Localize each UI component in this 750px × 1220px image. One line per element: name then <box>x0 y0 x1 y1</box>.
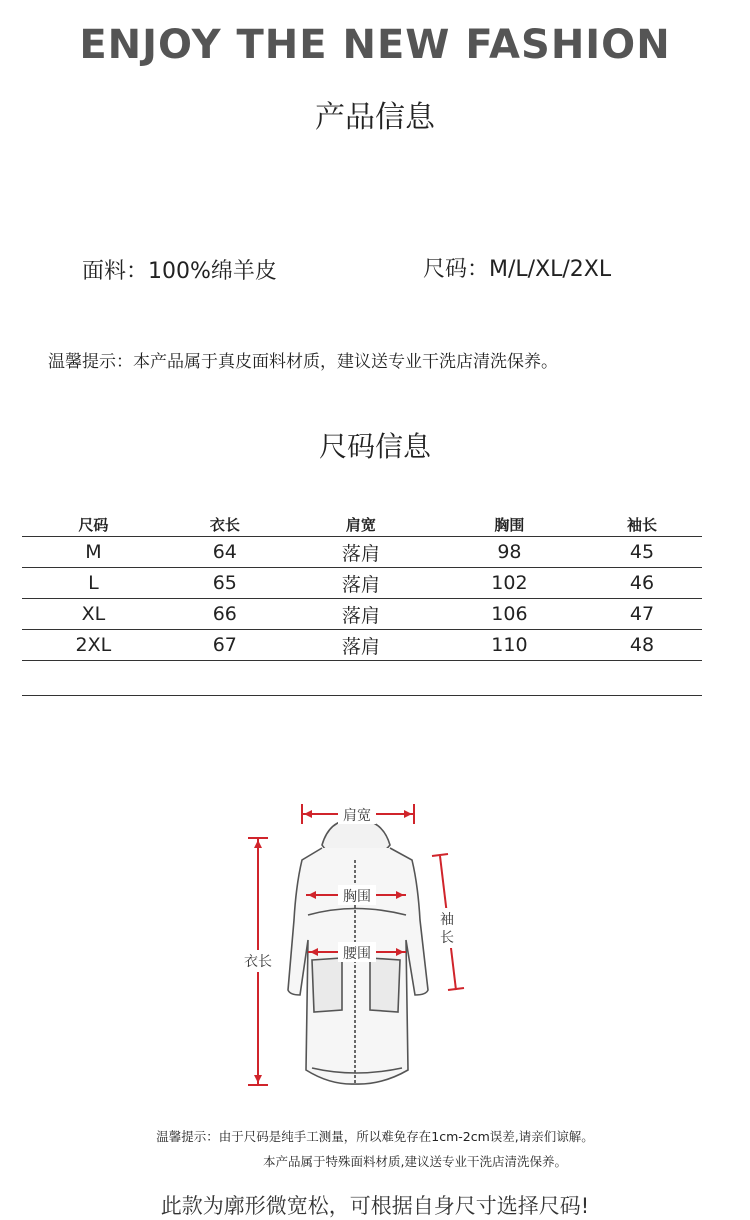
care-tip: 温馨提示：本产品属于真皮面料材质，建议送专业干洗店清洗保养。 <box>48 352 558 372</box>
measure-note-1: 温馨提示：由于尺码是纯手工测量，所以难免存在1cm-2cm误差,请亲们谅解。 <box>156 1129 594 1144</box>
cell-shoulder: 落肩 <box>285 537 437 568</box>
table-row-empty <box>22 661 702 696</box>
cell-size: 2XL <box>22 630 165 661</box>
cell-size: XL <box>22 599 165 630</box>
cell-size: L <box>22 568 165 599</box>
sleeve-label-2: 长 <box>440 930 454 946</box>
product-info-title: 产品信息 <box>315 100 435 135</box>
hero-title: ENJOY THE NEW FASHION <box>79 22 671 68</box>
table-row <box>22 599 702 630</box>
cell-length: 64 <box>165 537 285 568</box>
cell-length: 67 <box>165 630 285 661</box>
waist-label: 腰围 <box>343 946 371 962</box>
coat-measurement-diagram <box>230 790 480 1100</box>
measure-note-2: 本产品属于特殊面料材质,建议送专业干洗店清洗保养。 <box>263 1154 567 1169</box>
sleeve-label-1: 袖 <box>440 912 454 928</box>
size-options: 尺码：M/L/XL/2XL <box>423 257 612 282</box>
cell-length: 66 <box>165 599 285 630</box>
fit-note: 此款为廓形微宽松，可根据自身尺寸选择尺码! <box>160 1194 590 1218</box>
cell-chest: 98 <box>437 537 582 568</box>
cell-sleeve: 47 <box>582 599 702 630</box>
header-shoulder: 肩宽 <box>285 512 437 537</box>
cell-shoulder: 落肩 <box>285 568 437 599</box>
table-row <box>22 568 702 599</box>
cell-sleeve: 46 <box>582 568 702 599</box>
size-table <box>22 512 702 696</box>
cell-chest: 106 <box>437 599 582 630</box>
size-table-header <box>22 512 702 537</box>
cell-chest: 110 <box>437 630 582 661</box>
header-size: 尺码 <box>22 512 165 537</box>
cell-size: M <box>22 537 165 568</box>
shoulder-label: 肩宽 <box>343 808 371 824</box>
table-row <box>22 630 702 661</box>
fabric-info: 面料：100%绵羊皮 <box>82 259 277 284</box>
size-info-title: 尺码信息 <box>318 430 431 463</box>
header-sleeve: 袖长 <box>582 512 702 537</box>
length-label: 衣长 <box>244 954 272 970</box>
table-row <box>22 537 702 568</box>
header-chest: 胸围 <box>437 512 582 537</box>
cell-shoulder: 落肩 <box>285 599 437 630</box>
header-length: 衣长 <box>165 512 285 537</box>
cell-sleeve: 48 <box>582 630 702 661</box>
cell-chest: 102 <box>437 568 582 599</box>
cell-shoulder: 落肩 <box>285 630 437 661</box>
cell-length: 65 <box>165 568 285 599</box>
cell-sleeve: 45 <box>582 537 702 568</box>
chest-label: 胸围 <box>343 889 371 905</box>
